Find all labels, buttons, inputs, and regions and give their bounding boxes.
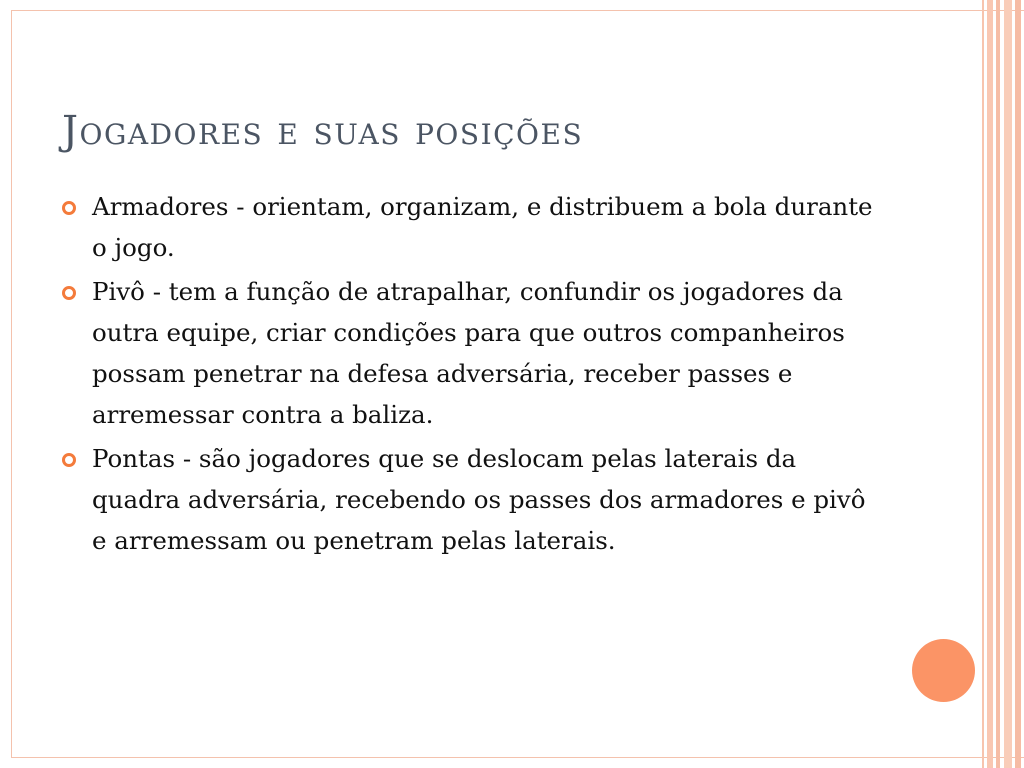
decorative-stripe	[1015, 0, 1021, 768]
bullet-list	[62, 186, 882, 564]
decorative-stripe	[1004, 0, 1012, 768]
hollow-circle-bullet-icon	[62, 201, 76, 215]
slide-title: Jogadores e suas posições	[62, 108, 584, 154]
bullet-item-armadores	[62, 186, 882, 268]
decorative-stripe	[987, 0, 993, 768]
bullet-text: Armadores - orientam, organizam, e distribuem a bola durante o jogo.	[92, 192, 873, 262]
decorative-stripe	[996, 0, 1000, 768]
bullet-item-pontas	[62, 438, 882, 561]
bullet-item-pivo	[62, 271, 882, 435]
orange-circle-icon	[912, 639, 975, 702]
bullet-text: Pontas - são jogadores que se deslocam pelas laterais da quadra adversária, recebendo os passes dos armadores e pivô e arremessam ou penetram pelas laterais.	[92, 444, 882, 555]
hollow-circle-bullet-icon	[62, 286, 76, 300]
decorative-stripe	[982, 0, 984, 768]
hollow-circle-bullet-icon	[62, 453, 76, 467]
bullet-text: Pivô - tem a função de atrapalhar, confundir os jogadores da outra equipe, criar condições para que outros companheiros possam penetrar na defesa adversária, receber passes e arremessar contra a baliza.	[92, 277, 845, 429]
